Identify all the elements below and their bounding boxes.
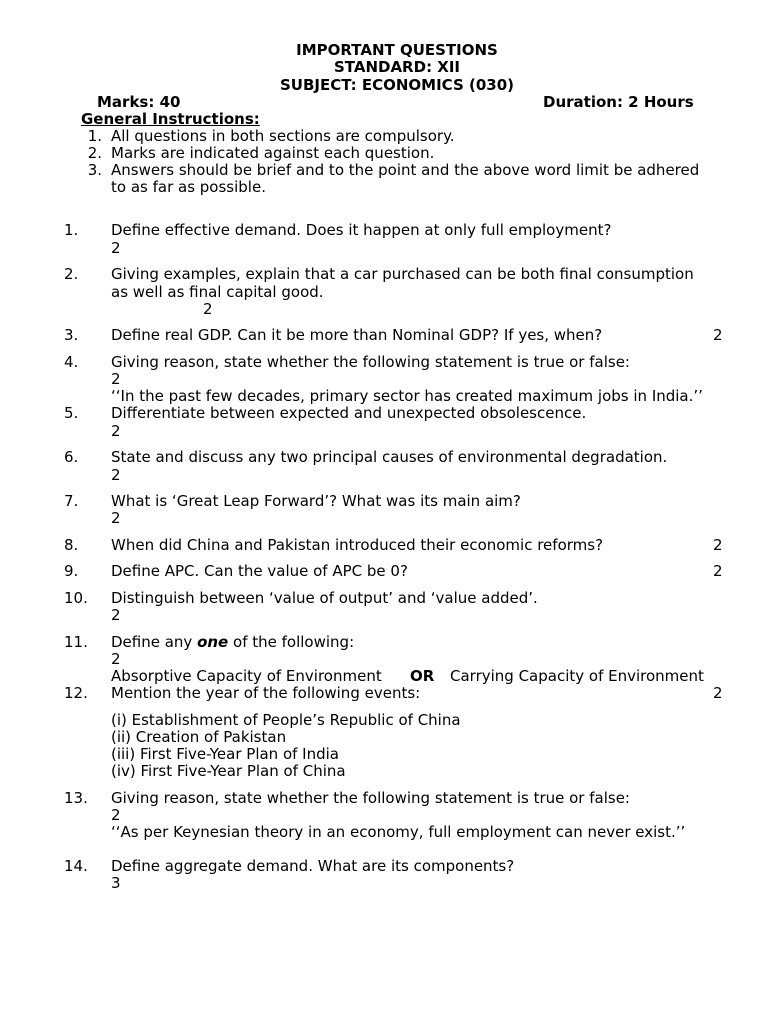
question-marks: 2: [713, 326, 723, 344]
marks-total: Marks: 40: [97, 93, 181, 111]
instruction-text: to as far as possible.: [111, 178, 266, 196]
event-item: (iv) First Five-Year Plan of China: [111, 762, 346, 780]
event-item: (iii) First Five-Year Plan of India: [111, 745, 339, 763]
option-b: Carrying Capacity of Environment: [450, 667, 704, 685]
event-item: (i) Establishment of People’s Republic of China: [111, 711, 461, 729]
question-number: 4.: [64, 353, 79, 371]
question-text: Distinguish between ‘value of output’ and ‘value added’.: [111, 589, 538, 607]
question-text: State and discuss any two principal causes of environmental degradation.: [111, 448, 668, 466]
question-text: Giving reason, state whether the following statement is true or false:: [111, 353, 630, 371]
question-text-post: of the following:: [228, 633, 355, 651]
question-text: Define effective demand. Does it happen at only full employment?: [111, 221, 612, 239]
question-emphasis: one: [197, 633, 229, 651]
question-text: Giving reason, state whether the following statement is true or false:: [111, 789, 630, 807]
instruction-number: 3.: [87, 161, 102, 179]
question-number: 8.: [64, 536, 79, 554]
question-number: 5.: [64, 404, 79, 422]
option-a: Absorptive Capacity of Environment: [111, 667, 382, 685]
question-marks: 2: [111, 466, 121, 484]
question-quote: ‘‘As per Keynesian theory in an economy, full employment can never exist.’’: [111, 823, 686, 841]
question-marks: 2: [111, 509, 121, 527]
instruction-number: 2.: [87, 144, 102, 162]
event-item: (ii) Creation of Pakistan: [111, 728, 287, 746]
instruction-text: Answers should be brief and to the point and the above word limit be adhered: [111, 161, 700, 179]
question-number: 11.: [64, 633, 88, 651]
question-marks: 2: [713, 536, 723, 554]
doc-standard: STANDARD: XII: [333, 58, 461, 76]
question-marks: 2: [111, 650, 121, 668]
question-text: Define real GDP. Can it be more than Nominal GDP? If yes, when?: [111, 326, 603, 344]
doc-subject: SUBJECT: ECONOMICS (030): [279, 76, 515, 94]
question-number: 9.: [64, 562, 79, 580]
question-marks: 2: [111, 806, 121, 824]
question-text: Define aggregate demand. What are its components?: [111, 857, 515, 875]
question-text: Define APC. Can the value of APC be 0?: [111, 562, 408, 580]
question-text-pre: Define any: [111, 633, 198, 651]
duration: Duration: 2 Hours: [543, 93, 694, 111]
question-number: 14.: [64, 857, 88, 875]
instruction-number: 1.: [87, 127, 102, 145]
question-number: 1.: [64, 221, 79, 239]
question-text: as well as final capital good.: [111, 283, 324, 301]
question-text: When did China and Pakistan introduced their economic reforms?: [111, 536, 604, 554]
question-marks: 2: [111, 422, 121, 440]
question-number: 13.: [64, 789, 88, 807]
question-marks: 2: [111, 239, 121, 257]
question-quote: ‘‘In the past few decades, primary sector has created maximum jobs in India.’’: [111, 387, 703, 405]
question-number: 12.: [64, 684, 88, 702]
question-text: [111, 634, 354, 651]
question-text: Differentiate between expected and unexpected obsolescence.: [111, 404, 587, 422]
question-marks: 2: [111, 606, 121, 624]
instructions-heading: General Instructions:: [81, 110, 260, 128]
question-marks: 2: [111, 370, 121, 388]
question-number: 3.: [64, 326, 79, 344]
instruction-text: All questions in both sections are compulsory.: [111, 127, 455, 145]
instruction-text: Marks are indicated against each question.: [111, 144, 435, 162]
question-marks: 2: [203, 300, 213, 318]
question-marks: 3: [111, 874, 121, 892]
question-marks: 2: [713, 684, 723, 702]
question-text: What is ‘Great Leap Forward’? What was its main aim?: [111, 492, 521, 510]
question-marks: 2: [713, 562, 723, 580]
doc-title: IMPORTANT QUESTIONS: [296, 41, 498, 59]
question-text: Giving examples, explain that a car purchased can be both final consumption: [111, 265, 694, 283]
question-number: 2.: [64, 265, 79, 283]
option-or: OR: [410, 667, 435, 685]
question-number: 6.: [64, 448, 79, 466]
question-number: 7.: [64, 492, 79, 510]
question-number: 10.: [64, 589, 88, 607]
question-text: Mention the year of the following events:: [111, 684, 421, 702]
